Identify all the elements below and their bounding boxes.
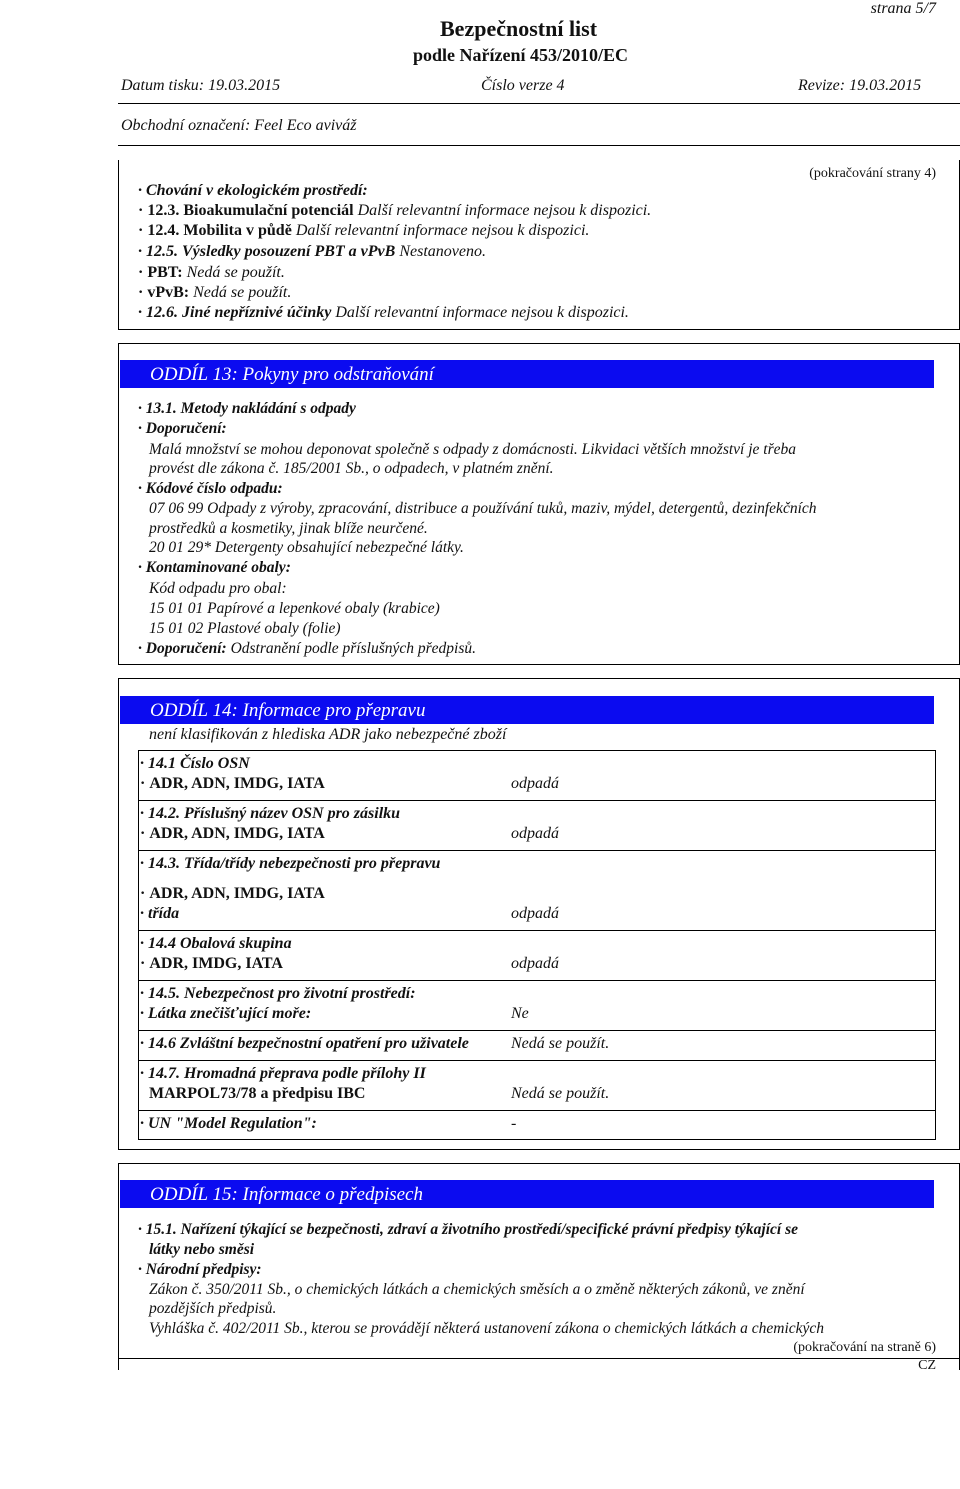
bulk-transport-label-2: MARPOL73/78 a předpisu IBC [149, 1085, 366, 1102]
document-title: Bezpečnostní list [440, 16, 598, 41]
packing-group-label: · 14.4 Obalová skupina [140, 935, 292, 953]
hazard-class-modes: · ADR, ADN, IMDG, IATA [140, 885, 325, 903]
section-15-title: ODDÍL 15: Informace o předpisech [120, 1180, 934, 1208]
row-divider [139, 850, 935, 851]
row-divider [139, 930, 935, 931]
waste-code-text-3: 20 01 29* Detergenty obsahující nebezpečné látky. [149, 539, 464, 556]
packing-group-modes: · ADR, IMDG, IATA [140, 955, 283, 973]
un-number-value: odpadá [511, 775, 559, 792]
footer-continuation: (pokračování na straně 6) [793, 1340, 936, 1355]
row-divider [139, 1030, 935, 1031]
bioaccumulation-label: · 12.3. Bioakumulační potenciál [138, 202, 354, 219]
footer-divider [118, 1358, 960, 1359]
section-14-title: ODDÍL 14: Informace pro přepravu [120, 696, 934, 724]
packing-group-value: odpadá [511, 955, 559, 972]
packaging-code-1: 15 01 01 Papírové a lepenkové obaly (krabice) [149, 600, 440, 617]
marine-pollutant-label: · Látka znečišťující moře: [140, 1005, 311, 1023]
print-date: Datum tisku: 19.03.2015 [121, 77, 281, 94]
law-text-2: pozdějších předpisů. [149, 1300, 277, 1317]
recommendation-text-2: provést dle zákona č. 185/2001 Sb., o odpadech, v platném znění. [149, 460, 554, 477]
row-divider [139, 800, 935, 801]
hazard-class-class-label: · třída [140, 905, 179, 923]
vpvb-row [138, 284, 291, 302]
header-divider [118, 103, 960, 104]
waste-methods-heading: · 13.1. Metody nakládání s odpady [138, 400, 356, 418]
regulations-heading-1: · 15.1. Nařízení týkající se bezpečnosti, zdraví a životního prostředí/specifické právní předpisy týkající se [138, 1221, 798, 1239]
trade-name-divider [118, 145, 960, 146]
packaging-recommendation-value: Odstranění podle příslušných předpisů. [230, 640, 476, 657]
waste-code-text-2: prostředků a kosmetiky, jinak blíže neurčené. [149, 520, 428, 537]
page-number: strana 5/7 [870, 0, 936, 17]
hazard-class-label: · 14.3. Třída/třídy nebezpečnosti pro přepravu [140, 855, 440, 873]
section-13-title: ODDÍL 13: Pokyny pro odstraňování [120, 360, 934, 388]
packaging-code-label: Kód odpadu pro obal: [149, 580, 287, 597]
model-regulation-label: · UN "Model Regulation": [140, 1115, 317, 1133]
bulk-transport-label-1: · 14.7. Hromadná přeprava podle přílohy II [140, 1065, 426, 1083]
decree-text-1: Vyhláška č. 402/2011 Sb., kterou se provádějí některá ustanovení zákona o chemických látkách a chemických [149, 1320, 825, 1337]
un-number-modes: · ADR, ADN, IMDG, IATA [140, 775, 325, 793]
marine-pollutant-value: Ne [511, 1005, 529, 1022]
mobility-label: · 12.4. Mobilita v půdě [138, 222, 292, 239]
revision-date: Revize: 19.03.2015 [798, 77, 922, 94]
shipping-name-label: · 14.2. Příslušný název OSN pro zásilku [140, 805, 400, 823]
hazard-class-value: odpadá [511, 905, 559, 922]
pbt-row [138, 264, 285, 282]
special-precautions-label: · 14.6 Zvláštní bezpečnostní opatření pro uživatele [140, 1035, 469, 1053]
version-number: Číslo verze 4 [481, 77, 565, 94]
trade-name: Obchodní označení: Feel Eco aviváž [121, 117, 357, 134]
model-regulation-value: - [511, 1115, 517, 1132]
pbt-assessment-value: Nestanoveno. [399, 243, 486, 260]
row-divider [139, 980, 935, 981]
regulations-heading-2: látky nebo směsi [149, 1241, 255, 1258]
law-text-1: Zákon č. 350/2011 Sb., o chemických látkách a chemických směsích a o změně některých zákonů, ve znění [149, 1281, 805, 1298]
bioaccumulation-value: Další relevantní informace nejsou k dispozici. [357, 202, 652, 219]
language-code: CZ [918, 1358, 936, 1373]
recommendation-label: · Doporučení: [138, 420, 227, 438]
vpvb-label: · vPvB: [138, 284, 189, 301]
document-subtitle: podle Nařízení 453/2010/EC [413, 45, 628, 65]
national-regulations-label: · Národní předpisy: [138, 1261, 262, 1279]
packaging-recommendation-label: · Doporučení: [138, 640, 227, 657]
pbt-assessment-row [138, 243, 486, 261]
un-number-label: · 14.1 Číslo OSN [140, 755, 250, 773]
pbt-value: Nedá se použít. [186, 264, 285, 281]
pbt-label: · PBT: [138, 264, 183, 281]
waste-code-label: · Kódové číslo odpadu: [138, 480, 283, 498]
pbt-assessment-label: · 12.5. Výsledky posouzení PBT a vPvB [138, 243, 395, 260]
mobility-value: Další relevantní informace nejsou k dispozici. [295, 222, 590, 239]
shipping-name-value: odpadá [511, 825, 559, 842]
other-effects-value: Další relevantní informace nejsou k dispozici. [335, 304, 629, 321]
transport-intro: není klasifikován z hlediska ADR jako nebezpečné zboží [149, 726, 507, 743]
bioaccumulation-row [138, 202, 651, 220]
mobility-row [138, 222, 589, 240]
shipping-name-modes: · ADR, ADN, IMDG, IATA [140, 825, 325, 843]
waste-code-text-1: 07 06 99 Odpady z výroby, zpracování, distribuce a používání tuků, maziv, mýdel, detergentů, dezinfekčních [149, 500, 817, 517]
continuation-note: (pokračování strany 4) [809, 166, 936, 181]
packaging-recommendation-row [138, 640, 476, 658]
special-precautions-value: Nedá se použít. [511, 1035, 610, 1052]
bulk-transport-value: Nedá se použít. [511, 1085, 610, 1102]
environmental-hazards-label: · 14.5. Nebezpečnost pro životní prostředí: [140, 985, 416, 1003]
vpvb-value: Nedá se použít. [193, 284, 292, 301]
other-effects-label: · 12.6. Jiné nepříznivé účinky [138, 304, 331, 321]
recommendation-text-1: Malá množství se mohou deponovat společně s odpady z domácnosti. Likvidaci větších množství je třeba [149, 441, 797, 458]
eco-behaviour-heading: · Chování v ekologickém prostředí: [138, 182, 368, 200]
row-divider [139, 1110, 935, 1111]
row-divider [139, 1060, 935, 1061]
packaging-code-2: 15 01 02 Plastové obaly (folie) [149, 620, 341, 637]
other-effects-row [138, 304, 629, 322]
contaminated-packaging-label: · Kontaminované obaly: [138, 559, 291, 577]
